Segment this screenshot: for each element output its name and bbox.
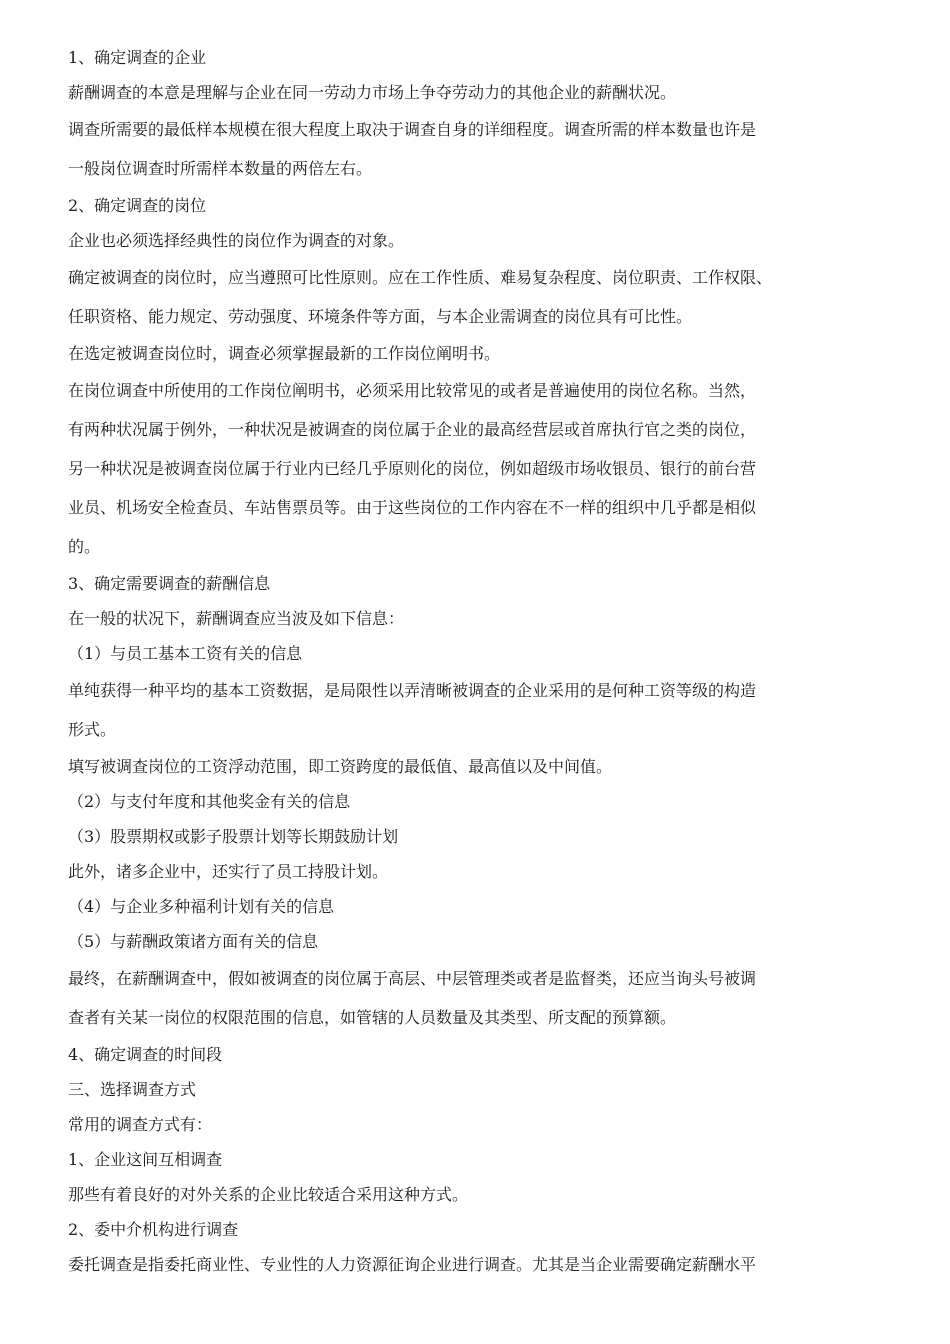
paragraph-line: 填写被调查岗位的工资浮动范围，即工资跨度的最低值、最高值以及中间值。 [68, 757, 613, 776]
paragraph-line: 最终，在薪酬调查中，假如被调查的岗位属于高层、中层管理类或者是监督类，还应当询头号被调 [68, 969, 757, 988]
paragraph-line: 任职资格、能力规定、劳动强度、环境条件等方面，与本企业需调查的岗位具有可比性。 [68, 307, 693, 326]
paragraph-line: 有两种状况属于例外，一种状况是被调查的岗位属于企业的最高经营层或首席执行官之类的岗位， [68, 420, 757, 439]
paragraph-line: 那些有着良好的对外关系的企业比较适合采用这种方式。 [68, 1185, 469, 1204]
section-heading: 3、确定需要调查的薪酬信息 [68, 574, 271, 593]
section-heading: 1、确定调查的企业 [68, 48, 207, 67]
paragraph-line: 调查所需要的最低样本规模在很大程度上取决于调查自身的详细程度。调查所需的样本数量也许是 [68, 120, 757, 139]
paragraph-line: 单纯获得一种平均的基本工资数据，是局限性以弄清晰被调查的企业采用的是何种工资等级的构造 [68, 681, 757, 700]
paragraph-line: 确定被调查的岗位时，应当遵照可比性原则。应在工作性质、难易复杂程度、岗位职责、工作权限、 [68, 268, 773, 287]
subsection-heading: （2）与支付年度和其他奖金有关的信息 [68, 792, 351, 811]
paragraph-line: 此外，诸多企业中，还实行了员工持股计划。 [68, 862, 389, 881]
paragraph-line: 业员、机场安全检查员、车站售票员等。由于这些岗位的工作内容在不一样的组织中几乎都是相似 [68, 498, 757, 517]
paragraph-line: 薪酬调查的本意是理解与企业在同一劳动力市场上争夺劳动力的其他企业的薪酬状况。 [68, 83, 677, 102]
paragraph-line: 查者有关某一岗位的权限范围的信息，如管辖的人员数量及其类型、所支配的预算额。 [68, 1008, 677, 1027]
paragraph-line: 的。 [68, 537, 101, 556]
paragraph-line: 一般岗位调查时所需样本数量的两倍左右。 [68, 159, 373, 178]
paragraph-line: 形式。 [68, 720, 117, 739]
section-heading: 1、企业这间互相调查 [68, 1150, 223, 1169]
paragraph-line: 在岗位调查中所使用的工作岗位阐明书，必须采用比较常见的或者是普遍使用的岗位名称。当然， [68, 381, 757, 400]
paragraph-line: 另一种状况是被调查岗位属于行业内已经几乎原则化的岗位，例如超级市场收银员、银行的前台营 [68, 459, 757, 478]
subsection-heading: （4）与企业多种福利计划有关的信息 [68, 897, 335, 916]
subsection-heading: （5）与薪酬政策诸方面有关的信息 [68, 932, 319, 951]
section-heading: 4、确定调查的时间段 [68, 1045, 223, 1064]
subsection-heading: （1）与员工基本工资有关的信息 [68, 644, 303, 663]
paragraph-line: 企业也必须选择经典性的岗位作为调查的对象。 [68, 231, 405, 250]
section-heading: 2、委中介机构进行调查 [68, 1220, 239, 1239]
chapter-heading: 三、选择调查方式 [68, 1080, 197, 1099]
paragraph-line: 常用的调查方式有： [68, 1115, 213, 1134]
subsection-heading: （3）股票期权或影子股票计划等长期鼓励计划 [68, 827, 399, 846]
paragraph-line: 在一般的状况下，薪酬调查应当波及如下信息： [68, 609, 405, 628]
paragraph-line: 委托调查是指委托商业性、专业性的人力资源征询企业进行调查。尤其是当企业需要确定薪酬水平 [68, 1255, 757, 1274]
document-page [68, 40, 854, 1282]
paragraph-line: 在选定被调查岗位时，调查必须掌握最新的工作岗位阐明书。 [68, 344, 501, 363]
section-heading: 2、确定调查的岗位 [68, 196, 207, 215]
